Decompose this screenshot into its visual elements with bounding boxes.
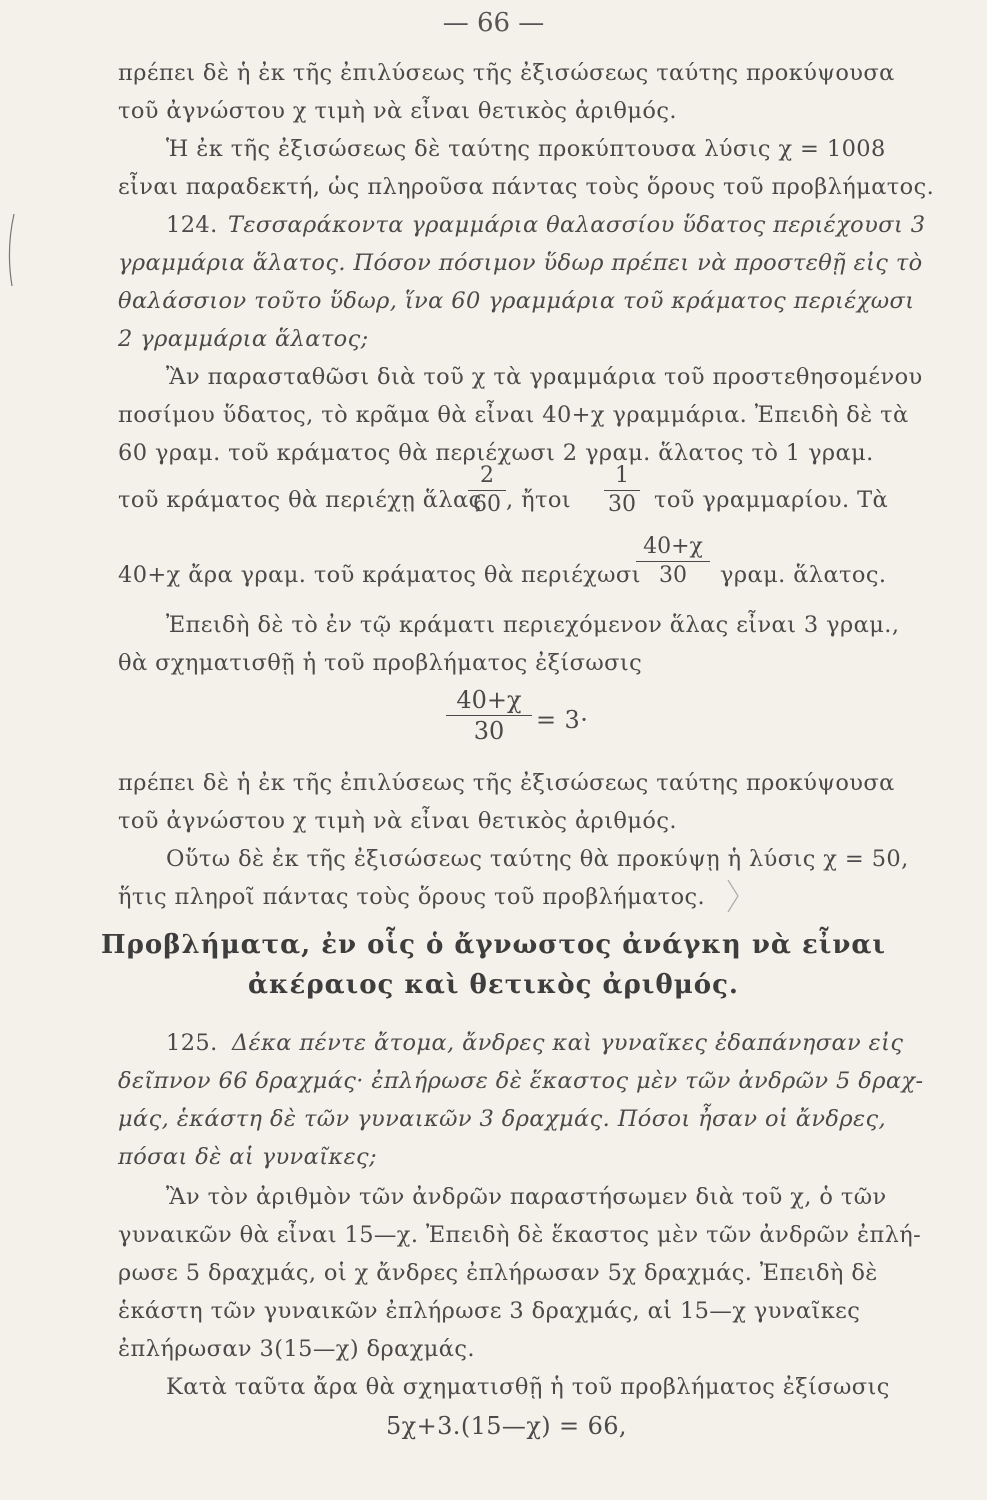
problem-statement-line: Τεσσαράκοντα γραμμάρια θαλασσίου ὕδατος περιέχουσι 3 [228,212,926,238]
text-line: 40+χ ἄρα γραμ. τοῦ κράματος θὰ περιέχωσι [118,562,641,588]
text-line: Κατὰ ταῦτα ἄρα θὰ σχηματισθῇ ἡ τοῦ προβλήματος ἐξίσωσις [166,1374,890,1400]
fraction [604,465,640,516]
fraction-bar [636,561,710,562]
text-line: θὰ σχηματισθῇ ἡ τοῦ προβλήματος ἐξίσωσις [118,650,643,676]
fraction [468,465,506,516]
text-line: Ἐπειδὴ δὲ τὸ ἐν τῷ κράματι περιεχόμενον ἅλας εἶναι 3 γραμ., [166,612,900,638]
problem-statement-line: πόσαι δὲ αἱ γυναῖκες; [118,1144,378,1170]
equation: 5χ+3.(15—χ) = 66, [386,1412,627,1440]
text-line: Ἡ ἐκ τῆς ἐξισώσεως δὲ ταύτης προκύπτουσα λύσις χ = 1008 [166,136,886,162]
problem-statement-line: γραμμάρια ἅλατος. Πόσον πόσιμον ὕδωρ πρέπει νὰ προστεθῇ εἰς τὸ [118,250,923,276]
text-line: 60 γραμ. τοῦ κράματος θὰ περιέχωσι 2 γραμ. ἅλατος τὸ 1 γραμ. [118,440,874,466]
fraction-denominator: 30 [473,717,505,745]
problem-statement-line: 2 γραμμάρια ἅλατος; [118,326,369,352]
text-line: τοῦ ἀγνώστου χ τιμὴ νὰ εἶναι θετικὸς ἀριθμός. [118,98,677,124]
text-line: Οὕτω δὲ ἐκ τῆς ἐξισώσεως ταύτης θὰ προκύψῃ ἡ λύσις χ = 50, [166,846,909,872]
problem-number: 125. [166,1030,218,1056]
text-line: Ἂν τὸν ἀριθμὸν τῶν ἀνδρῶν παραστήσωμεν διὰ τοῦ χ, ὁ τῶν [166,1184,887,1210]
fraction-bar [468,490,506,491]
fraction-denominator: 30 [659,563,687,588]
page-number: — 66 — [442,8,545,38]
text-line: εἶναι παραδεκτή, ὡς πληροῦσα πάντας τοὺς ὅρους τοῦ προβλήματος. [118,174,935,200]
section-heading-line: Προβλήματα, ἐν οἷς ὁ ἄγνωστος ἀνάγκη νὰ εἶναι [101,930,886,960]
problem-number: 124. [166,212,218,238]
scan-mark [724,876,744,916]
equation-fraction [446,688,532,743]
scan-mark [0,210,20,290]
fraction-bar [604,490,640,491]
text-line: ἐπλήρωσαν 3(15—χ) δραχμάς. [118,1336,475,1362]
fraction-denominator: 60 [473,492,501,517]
fraction-bar [446,715,532,716]
fraction [636,536,710,587]
problem-statement-line: θαλάσσιον τοῦτο ὕδωρ, ἵνα 60 γραμμάρια τοῦ κράματος περιέχωσι [118,288,915,314]
fraction-numerator: 1 [615,463,629,488]
problem-statement-line: Δέκα πέντε ἄτομα, ἄνδρες καὶ γυναῖκες ἐδαπάνησαν εἰς [232,1030,904,1056]
equation-rhs: = 3· [536,706,589,734]
text-fragment: , ἤτοι [506,487,572,513]
text-line: Ἂν παρασταθῶσι διὰ τοῦ χ τὰ γραμμάρια τοῦ προστεθησομένου [166,364,923,390]
text-line: ρωσε 5 δραχμάς, οἱ χ ἄνδρες ἐπλήρωσαν 5χ δραχμάς. Ἐπειδὴ δὲ [118,1260,878,1286]
text-line: πρέπει δὲ ἡ ἐκ τῆς ἐπιλύσεως τῆς ἐξισώσεως ταύτης προκύψουσα [118,60,895,86]
text-line: ἑκάστη τῶν γυναικῶν ἐπλήρωσε 3 δραχμάς, αἱ 15—χ γυναῖκες [118,1298,861,1324]
fraction-numerator: 40+χ [643,534,703,559]
section-heading-line: ἀκέραιος καὶ θετικὸς ἀριθμός. [248,970,739,1000]
text-line: ποσίμου ὕδατος, τὸ κρᾶμα θὰ εἶναι 40+χ γραμμάρια. Ἐπειδὴ δὲ τὰ [118,402,909,428]
fraction-denominator: 30 [608,492,636,517]
fraction-numerator: 40+χ [456,686,522,714]
problem-statement-line: μάς, ἑκάστη δὲ τῶν γυναικῶν 3 δραχμάς. Πόσοι ἦσαν οἱ ἄνδρες, [118,1106,887,1132]
text-line: ἥτις πληροῖ πάντας τοὺς ὅρους τοῦ προβλήματος. [118,884,706,910]
problem-statement-line: δεῖπνον 66 δραχμάς· ἐπλήρωσε δὲ ἕκαστος μὲν τῶν ἀνδρῶν 5 δραχ- [118,1068,924,1094]
text-line: τοῦ ἀγνώστου χ τιμὴ νὰ εἶναι θετικὸς ἀριθμός. [118,808,677,834]
text-fragment: γραμ. ἅλατος. [720,562,887,588]
text-fragment: τοῦ γραμμαρίου. Τὰ [654,487,889,513]
text-line: τοῦ κράματος θὰ περιέχῃ ἅλας [118,487,482,513]
fraction-numerator: 2 [480,463,494,488]
text-line: γυναικῶν θὰ εἶναι 15—χ. Ἐπειδὴ δὲ ἕκαστος μὲν τῶν ἀνδρῶν ἐπλή- [118,1222,922,1248]
text-line: πρέπει δὲ ἡ ἐκ τῆς ἐπιλύσεως τῆς ἐξισώσεως ταύτης προκύψουσα [118,770,895,796]
